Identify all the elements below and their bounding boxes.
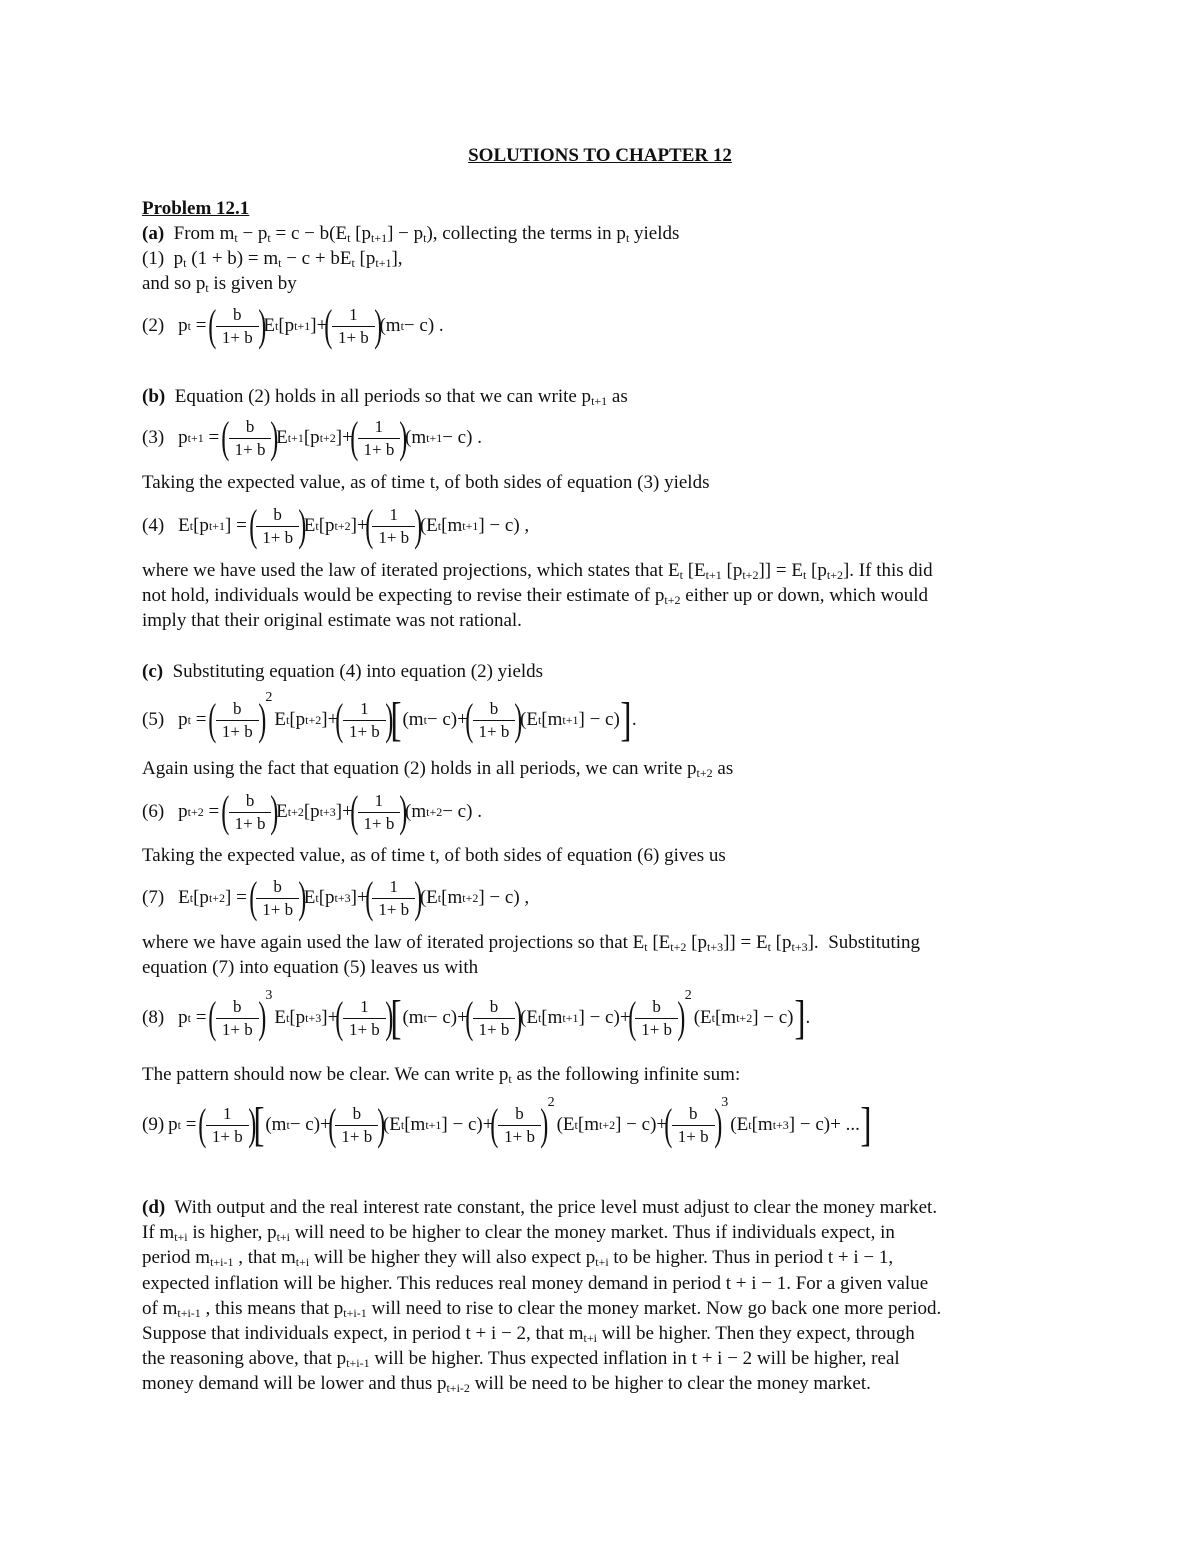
part-d-line: Suppose that individuals expect, in period t + i − 2, that $m_{t+i}$ will be higher. Then they expect, through xyxy=(142,1323,915,1346)
part-a-and-so: and so $p_t$ is given by xyxy=(142,273,297,295)
equation-9: (9) p t = ( 1 1+ b ) [ (m t − c)+ ( b 1+ b ) (E t [m t+1 ] − c)+ ( b 1+ b ) 2 (E t [m t+2 ] − c)+ ( b 1+ b ) 3 (E t [m t+3 ] − c)+ ... ] xyxy=(142,1095,872,1151)
part-c-pattern: The pattern should now be clear. We can write $p_t$ as the following infinite sum: xyxy=(142,1064,741,1086)
problem-heading: Problem 12.1 xyxy=(142,198,250,219)
part-b-where-line-3: imply that their original estimate was not rational. xyxy=(142,610,522,631)
part-d-paragraph xyxy=(142,1195,1062,1397)
part-d-line: period $m_{t+i-1}$ , that $m_{t+i}$ will be higher they will also expect $p_{t+i}$ to be higher. Thus in period t + i − 1, xyxy=(142,1247,894,1270)
equation-8: (8) p t = ( b 1+ b ) 3 E t [p t+3 ]+ ( 1 1+ b ) [ (m t − c)+ ( b 1+ b ) (E t [m t+1 ] − c)+ ( b 1+ b ) 2 (E t [m t+2 ] − c) ] . xyxy=(142,988,811,1044)
part-d-line: If $m_{t+i}$ is higher, $p_{t+i}$ will need to be higher to clear the money market. Thus if individuals expect, in xyxy=(142,1222,895,1245)
part-a-intro: (a) From $m_t - p_t = c - b(E_t$ $[p_{t+1}] - p_t$), collecting the terms in $p_t$ yields xyxy=(142,223,680,245)
equation-6: (6) p t+2 = ( b 1+ b ) E t+2 [p t+3 ]+ ( 1 1+ b ) (m t+2 − c) . xyxy=(142,787,482,836)
part-c-where-line-1: where we have again used the law of iterated projections so that $E_t$ [$E_{t+2}$ $[p_{t+3}]] = E_t$ $[p_{t+3}]$. Substituting xyxy=(142,932,921,954)
part-c-where-line-2: equation (7) into equation (5) leaves us with xyxy=(142,957,479,978)
part-d-line: money demand will be lower and thus $p_{t+i-2}$ will be need to be higher to clear the money market. xyxy=(142,1373,871,1396)
page-title: SOLUTIONS TO CHAPTER 12 xyxy=(468,145,732,166)
part-b-taking: Taking the expected value, as of time t, of both sides of equation (3) yields xyxy=(142,472,710,493)
part-d-line: the reasoning above, that $p_{t+i-1}$ will be higher. Thus expected inflation in t + i − 2 will be higher, real xyxy=(142,1348,900,1371)
equation-5: (5) p t = ( b 1+ b ) 2 E t [p t+2 ]+ ( 1 1+ b ) [ (m t − c)+ ( b 1+ b ) (E t [m t+1 ] − c) ] . xyxy=(142,690,637,746)
part-d-line: (d) With output and the real interest rate constant, the price level must adjust to clear the money market. xyxy=(142,1197,938,1218)
equation-1: (1) $p_t$ $(1 + b) = m_t - c + bE_t$ $[p_{t+1}]$, xyxy=(142,248,403,270)
equation-3: (3) p t+1 = ( b 1+ b ) E t+1 [p t+2 ]+ ( 1 1+ b ) (m t+1 − c) . xyxy=(142,413,482,462)
part-b-intro: (b) Equation (2) holds in all periods so that we can write $p_{t+1}$ as xyxy=(142,386,628,408)
part-c-taking: Taking the expected value, as of time t, of both sides of equation (6) gives us xyxy=(142,845,726,866)
equation-2: (2) p t = ( b 1+ b ) E t [p t+1 ]+ ( 1 1+ b ) (m t − c) . xyxy=(142,301,444,350)
part-c-again: Again using the fact that equation (2) holds in all periods, we can write $p_{t+2}$ as xyxy=(142,758,734,780)
part-b-where-line-2: not hold, individuals would be expecting to revise their estimate of $p_{t+2}$ either up or down, which would xyxy=(142,585,928,607)
equation-4: (4) E t [p t+1 ] = ( b 1+ b ) E t [p t+2 ]+ ( 1 1+ b ) (E t [m t+1 ] − c) , xyxy=(142,501,530,550)
equation-7: (7) E t [p t+2 ] = ( b 1+ b ) E t [p t+3 ]+ ( 1 1+ b ) (E t [m t+2 ] − c) , xyxy=(142,873,530,922)
part-c-intro: (c) Substituting equation (4) into equation (2) yields xyxy=(142,661,544,682)
part-d-line: of $m_{t+i-1}$ , this means that $p_{t+i-1}$ will need to rise to clear the money market. Now go back one more period. xyxy=(142,1297,942,1320)
part-b-where-line-1: where we have used the law of iterated projections, which states that $E_t$ [$E_{t+1}$ $[p_{t+2}]] = E_t$ $[p_{t+2}]$. If this did xyxy=(142,560,933,582)
part-d-line: expected inflation will be higher. This reduces real money demand in period t + i − 1. For a given value xyxy=(142,1272,929,1294)
